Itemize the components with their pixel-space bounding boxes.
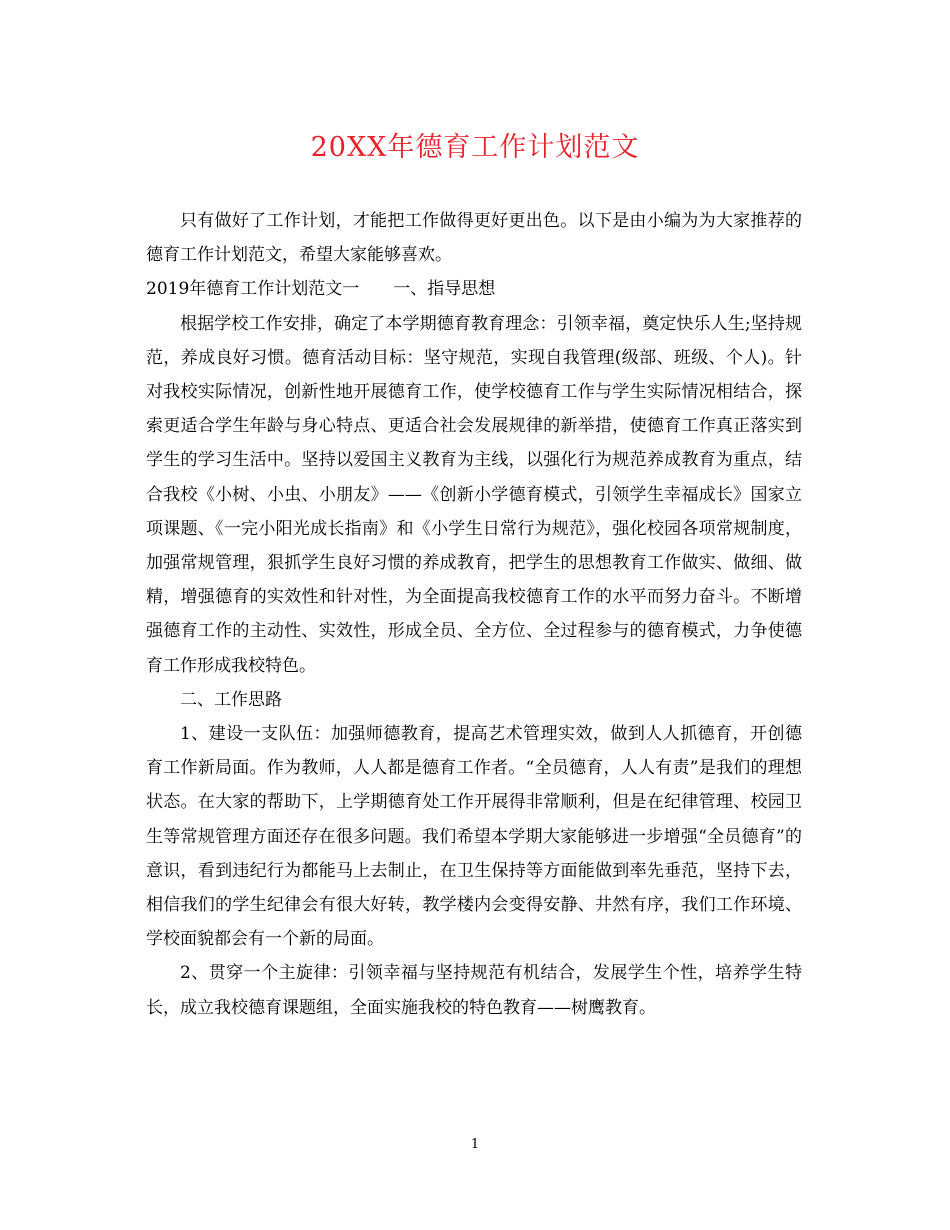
document-title: 20XX年德育工作计划范文: [310, 132, 640, 163]
intro-paragraph: 只有做好了工作计划，才能把工作做得更好更出色。以下是由小编为为大家推荐的德育工作计划范文，希望大家能够喜欢。: [146, 211, 802, 266]
document-body: [146, 204, 802, 1025]
work-approach-item-2: 2、贯穿一个主旋律：引领幸福与坚持规范有机结合，发展学生个性，培养学生特长，成立我校德育课题组，全面实施我校的特色教育——树鹰教育。: [146, 963, 802, 1018]
section-heading-guiding-ideology: 2019年德育工作计划范文一 一、指导思想: [146, 279, 496, 300]
guiding-ideology-paragraph: 根据学校工作安排，确定了本学期德育教育理念：引领幸福，奠定快乐人生;坚持规范，养成良好习惯。德育活动目标：坚守规范，实现自我管理(级部、班级、个人)。针对我校实际情况，创新性地开展德育工作，使学校德育工作与学生实际情况相结合，探索更适合学生年龄与身心特点、更适合社会发展规律的新举措，使德育工作真正落实到学生的学习生活中。坚持以爱国主义教育为主线，以强化行为规范养成教育为重点，结合我校《小树、小虫、小朋友》——《创新小学德育模式，引领学生幸福成长》国家立项课题、《一完小阳光成长指南》和《小学生日常行为规范》，强化校园各项常规制度，加强常规管理，狠抓学生良好习惯的养成教育，把学生的思想教育工作做实、做细、做精，增强德育的实效性和针对性，为全面提高我校德育工作的水平而努力奋斗。不断增强德育工作的主动性、实效性，形成全员、全方位、全过程参与的德育模式，力争使德育工作形成我校特色。: [146, 313, 802, 676]
page-number: 1: [470, 1137, 480, 1152]
work-approach-item-1: 1、建设一支队伍：加强师德教育，提高艺术管理实效，做到人人抓德育，开创德育工作新局面。作为教师，人人都是德育工作者。“全员德育，人人有责”是我们的理想状态。在大家的帮助下，上学期德育处工作开展得非常顺利，但是在纪律管理、校园卫生等常规管理方面还存在很多问题。我们希望本学期大家能够进一步增强“全员德育”的意识，看到违纪行为都能马上去制止，在卫生保持等方面能做到率先垂范，坚持下去，相信我们的学生纪律会有很大好转，教学楼内会变得安静、井然有序，我们工作环境、学校面貌都会有一个新的局面。: [146, 724, 802, 950]
section-heading-work-approach: 二、工作思路: [180, 689, 282, 710]
